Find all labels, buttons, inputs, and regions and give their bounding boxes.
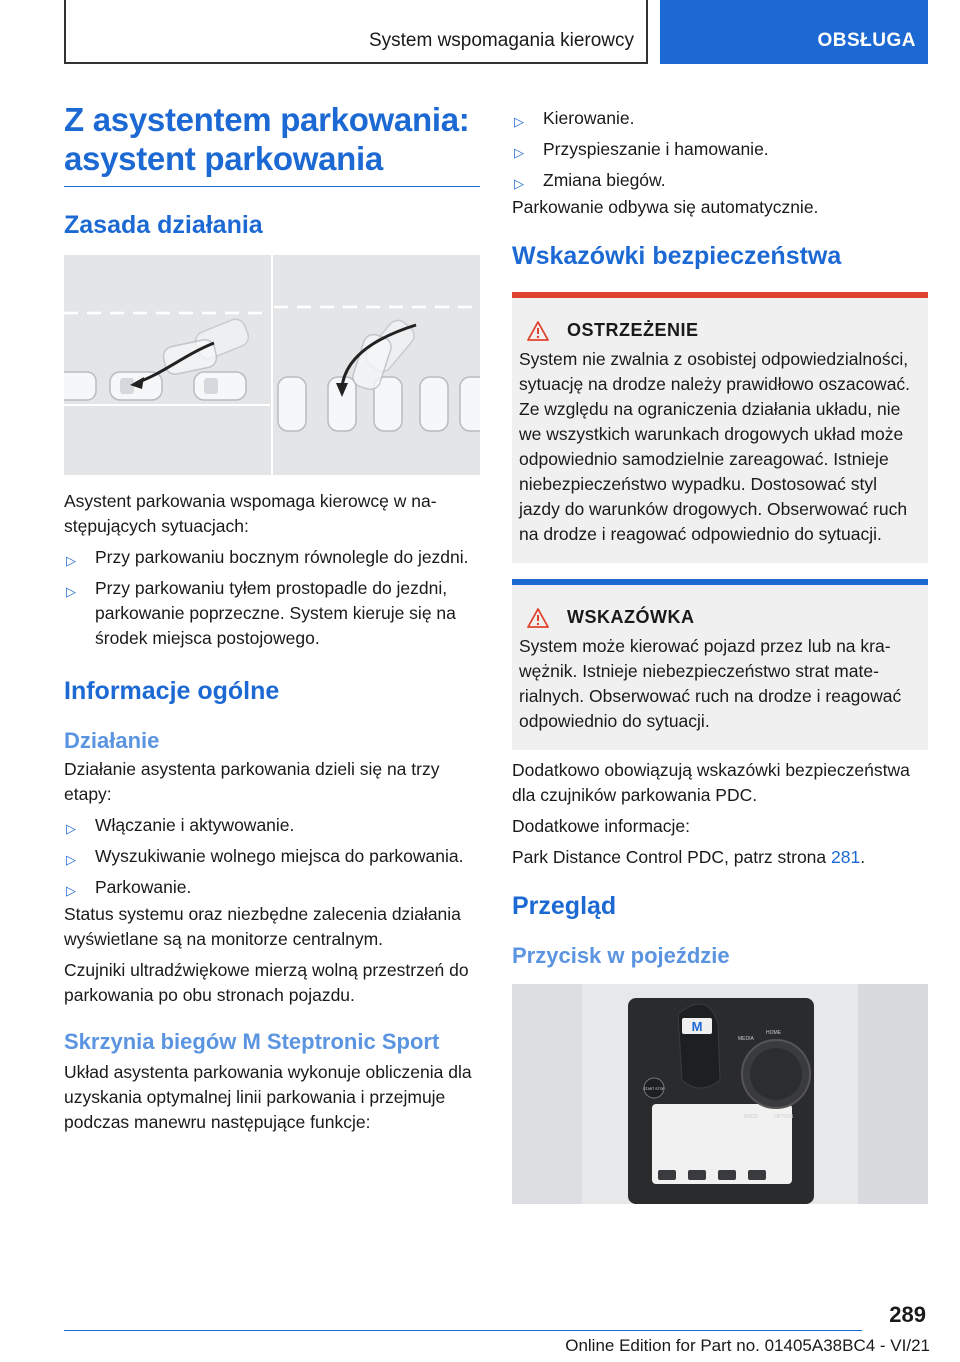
triangle-bullet-icon: ▷ bbox=[66, 553, 76, 568]
warning-title-row bbox=[527, 320, 922, 341]
list-item: ▷ Przy parkowaniu bocznym równolegle do jezdni. bbox=[64, 545, 480, 570]
title-line-1: Z asystentem parkowania: bbox=[64, 101, 470, 138]
list-item: ▷ Przyspieszanie i hamowanie. bbox=[512, 137, 928, 162]
stage-list bbox=[64, 813, 480, 900]
heading-overview: Przegląd bbox=[512, 892, 617, 920]
triangle-bullet-icon: ▷ bbox=[66, 852, 76, 867]
triangle-bullet-icon: ▷ bbox=[66, 584, 76, 599]
function-list bbox=[512, 106, 928, 193]
warning-title: OSTRZEŻENIE bbox=[567, 320, 699, 340]
section-title: System wspomagania kierowcy bbox=[368, 30, 634, 51]
triangle-bullet-icon: ▷ bbox=[514, 114, 524, 129]
pdc-reference: Park Distance Control PDC, patrz strona 281. bbox=[512, 847, 866, 867]
title-line-2: asystent parkowania bbox=[64, 140, 383, 177]
status-text: Status systemu oraz niezbędne zalecenia działania wyświetlane są na monitorze centralnym. bbox=[64, 904, 461, 949]
auto-text: Parkowanie odbywa się automatycznie. bbox=[512, 197, 819, 217]
footer-divider bbox=[64, 1330, 862, 1331]
notice-box bbox=[512, 579, 928, 750]
notice-text: System może kierować pojazd przez lub na krawężnik. Istnieje niebezpieczeństwo strat materialnych. Obserwować ruch na drodze i reagować odpowiednio do sytuacji. bbox=[519, 636, 902, 731]
triangle-bullet-icon: ▷ bbox=[66, 883, 76, 898]
triangle-bullet-icon: ▷ bbox=[66, 821, 76, 836]
heading-gearbox: Skrzynia biegów M Steptronic Sport bbox=[64, 1029, 440, 1054]
media-label: MEDIA bbox=[738, 1036, 754, 1042]
list-item: ▷ Zmiana biegów. bbox=[512, 168, 928, 193]
gearbox-text: Układ asystenta parkowania wykonuje obliczenia dla uzyskania optymalnej linii parkowania i przejmuje podczas manewru następujące funkcje: bbox=[64, 1062, 472, 1132]
back-label: BACK bbox=[744, 1114, 758, 1120]
parking-diagram bbox=[64, 255, 480, 475]
list-item: ▷ Parkowanie. bbox=[64, 875, 480, 900]
more-info-label: Dodatkowe informacje: bbox=[512, 816, 690, 836]
heading-button: Przycisk w pojeździe bbox=[512, 943, 730, 968]
notice-triangle-icon bbox=[527, 608, 549, 628]
notice-title: WSKAZÓWKA bbox=[567, 607, 695, 627]
chapter-title: OBSŁUGA bbox=[817, 30, 916, 51]
additional-text: Dodatkowo obowiązują wskazówki bezpieczeństwa dla czujników parkowania PDC. bbox=[512, 760, 910, 805]
page-title bbox=[64, 100, 480, 187]
console-illustration bbox=[512, 984, 928, 1204]
warning-text: System nie zwalnia z osobistej odpowiedzialności, sytuację na drodze należy prawidłowo oszacować. Ze względu na ograniczenia działania układu, nie we wszystkich warunkach drogowych układ może odpowiednio samodzielnie zareagować. Istnieje niebezpieczeństwo wypadku. Dostosować styl jazdy do warunków drogowych. Obserwować ruch na drodze i reagować odpowiednio do sytuacji. bbox=[519, 349, 911, 544]
list-item: ▷ Wyszukiwanie wolnego miejsca do parkowania. bbox=[64, 844, 480, 869]
right-column bbox=[512, 106, 928, 1204]
list-item: ▷ Włączanie i aktywowanie. bbox=[64, 813, 480, 838]
heading-zasada: Zasada działania bbox=[64, 211, 263, 239]
dzialanie-text: Działanie asystenta parkowania dzieli się na trzy etapy: bbox=[64, 759, 440, 804]
triangle-bullet-icon: ▷ bbox=[514, 145, 524, 160]
heading-safety: Wskazówki bezpieczeństwa bbox=[512, 242, 842, 270]
sensors-text: Czujniki ultradźwiękowe mierzą wolną przestrzeń do parkowania po obu stronach pojazdu. bbox=[64, 960, 469, 1005]
heading-dzialanie: Działanie bbox=[64, 728, 160, 753]
triangle-bullet-icon: ▷ bbox=[514, 176, 524, 191]
parking-illustration bbox=[64, 255, 480, 475]
page-number: 289 bbox=[889, 1302, 926, 1327]
intro-text: Asystent parkowania wspomaga kierowcę w następujących sytuacjach: bbox=[64, 491, 437, 536]
m-logo: M bbox=[691, 1019, 703, 1034]
section-tab bbox=[64, 0, 648, 64]
warning-box bbox=[512, 292, 928, 563]
left-column bbox=[64, 100, 480, 1135]
list-item: ▷ Przy parkowaniu tyłem prostopadle do jezdni, parkowanie poprzeczne. System kieruje się na środek miejsca postojowego. bbox=[66, 578, 456, 648]
page-link[interactable]: 281 bbox=[831, 847, 861, 867]
chapter-tab bbox=[660, 0, 928, 64]
notice-title-row bbox=[527, 607, 922, 628]
edition-text: Online Edition for Part no. 01405A38BC4 - VI/21 bbox=[565, 1336, 930, 1355]
list-item: ▷ Kierowanie. bbox=[512, 106, 928, 131]
home-label: HOME bbox=[766, 1030, 781, 1036]
page-header bbox=[64, 0, 928, 64]
console-photo bbox=[512, 984, 928, 1204]
heading-info: Informacje ogólne bbox=[64, 677, 280, 705]
warning-triangle-icon bbox=[527, 321, 549, 341]
option-label: OPTION bbox=[774, 1114, 794, 1120]
intro-list bbox=[64, 545, 480, 651]
start-stop-label: START STOP bbox=[643, 1087, 665, 1091]
